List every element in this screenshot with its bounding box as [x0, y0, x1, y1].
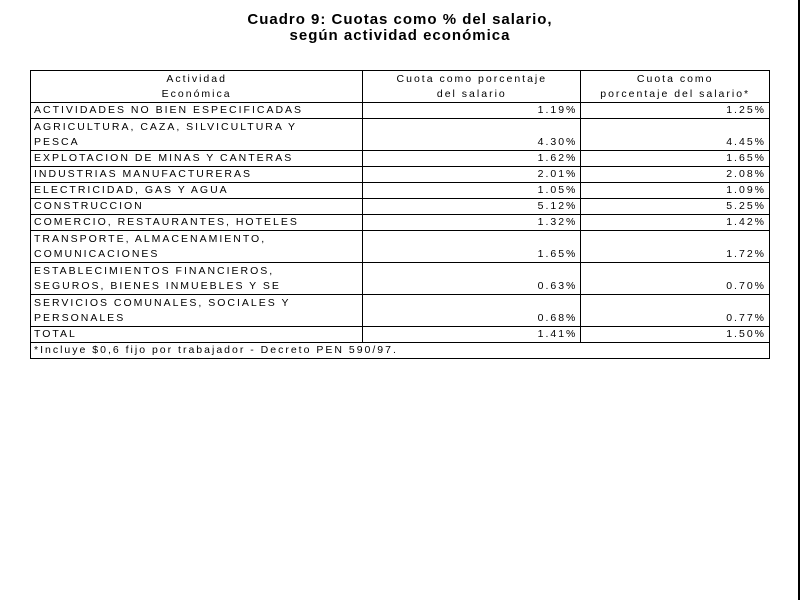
table-row [31, 183, 770, 199]
footnote: *Incluye $0,6 fijo por trabajador - Decreto PEN 590/97. [31, 343, 770, 359]
cell-cuota: 1.05% [363, 183, 581, 199]
cell-actividad [31, 183, 363, 199]
actividad-line: PESCA [34, 136, 80, 148]
title-line-2: según actividad económica [289, 27, 511, 44]
cell-actividad [31, 295, 363, 327]
cell-actividad [31, 151, 363, 167]
actividad-line: PERSONALES [34, 312, 126, 324]
cell-cuota: 0.68% [363, 295, 581, 327]
header-cuota-porcentaje [363, 71, 581, 103]
footnote-row [31, 343, 770, 359]
table-row [31, 199, 770, 215]
cell-cuota: 2.01% [363, 167, 581, 183]
cell-cuota: 1.62% [363, 151, 581, 167]
cuotas-table [30, 70, 770, 359]
actividad-line: INDUSTRIAS MANUFACTURERAS [34, 168, 253, 180]
cell-cuota-total: 0.77% [581, 295, 770, 327]
cell-actividad [31, 327, 363, 343]
table-header-row [31, 71, 770, 103]
cell-actividad [31, 215, 363, 231]
actividad-line: ESTABLECIMIENTOS FINANCIEROS, [34, 265, 275, 277]
cell-cuota: 0.63% [363, 263, 581, 295]
cell-cuota: 1.41% [363, 327, 581, 343]
actividad-line: AGRICULTURA, CAZA, SILVICULTURA Y [34, 121, 298, 133]
cell-cuota: 5.12% [363, 199, 581, 215]
actividad-line: CONSTRUCCION [34, 200, 144, 212]
header-actividad-line2: Económica [161, 87, 232, 100]
table-row [31, 295, 770, 327]
header-actividad-line1: Actividad [166, 72, 227, 85]
header-cuota-total-line1: Cuota como [636, 72, 714, 85]
cell-cuota-total: 1.09% [581, 183, 770, 199]
cell-cuota-total: 1.72% [581, 231, 770, 263]
actividad-line: TOTAL [34, 328, 77, 340]
table-row [31, 119, 770, 151]
cell-cuota: 4.30% [363, 119, 581, 151]
table-row [31, 327, 770, 343]
cell-cuota-total: 1.25% [581, 103, 770, 119]
cell-cuota-total: 1.50% [581, 327, 770, 343]
header-cuota-total [581, 71, 770, 103]
header-cuota-total-line2: porcentaje del salario* [600, 87, 751, 100]
cell-actividad [31, 199, 363, 215]
table-row [31, 231, 770, 263]
actividad-line: SERVICIOS COMUNALES, SOCIALES Y [34, 297, 291, 309]
actividad-line: COMUNICACIONES [34, 248, 160, 260]
header-cuota-line2: del salario [436, 87, 507, 100]
cell-actividad [31, 119, 363, 151]
cell-actividad [31, 231, 363, 263]
table-body [31, 103, 770, 343]
header-actividad [31, 71, 363, 103]
cell-cuota: 1.19% [363, 103, 581, 119]
actividad-line: SEGUROS, BIENES INMUEBLES Y SE [34, 280, 281, 292]
cell-actividad [31, 103, 363, 119]
table-row [31, 263, 770, 295]
actividad-line: COMERCIO, RESTAURANTES, HOTELES [34, 216, 299, 228]
table-row [31, 167, 770, 183]
cell-actividad [31, 167, 363, 183]
title-line-1: Cuadro 9: Cuotas como % del salario, [247, 11, 553, 28]
cell-cuota-total: 0.70% [581, 263, 770, 295]
table-row [31, 103, 770, 119]
cell-cuota-total: 2.08% [581, 167, 770, 183]
cell-cuota-total: 5.25% [581, 199, 770, 215]
cell-cuota: 1.65% [363, 231, 581, 263]
cell-cuota-total: 1.42% [581, 215, 770, 231]
actividad-line: TRANSPORTE, ALMACENAMIENTO, [34, 233, 267, 245]
table-title [0, 12, 800, 44]
cell-actividad [31, 263, 363, 295]
cell-cuota-total: 4.45% [581, 119, 770, 151]
actividad-line: ELECTRICIDAD, GAS Y AGUA [34, 184, 229, 196]
cell-cuota: 1.32% [363, 215, 581, 231]
table-row [31, 215, 770, 231]
table-row [31, 151, 770, 167]
cell-cuota-total: 1.65% [581, 151, 770, 167]
actividad-line: ACTIVIDADES NO BIEN ESPECIFICADAS [34, 104, 304, 116]
actividad-line: EXPLOTACION DE MINAS Y CANTERAS [34, 152, 294, 164]
header-cuota-line1: Cuota como porcentaje [396, 72, 548, 85]
